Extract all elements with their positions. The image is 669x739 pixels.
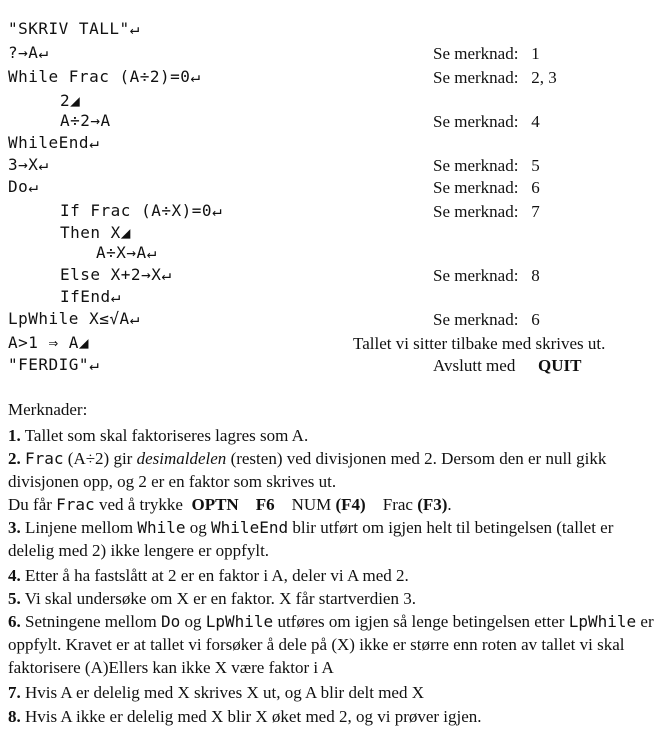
program-line: While Frac (A÷2)=0↵ bbox=[8, 67, 201, 86]
program-note: Se merknad: 8 bbox=[433, 266, 540, 285]
program-note: Avslutt med bbox=[433, 356, 516, 375]
program-line: If Frac (A÷X)=0↵ bbox=[60, 201, 223, 220]
program-note: Se merknad: 6 bbox=[433, 310, 540, 329]
program-line: WhileEnd↵ bbox=[8, 133, 100, 152]
program-line: A÷2→A bbox=[60, 111, 111, 130]
note-7: 7. Hvis A er delelig med X skrives X ut, og A blir delt med X bbox=[8, 683, 424, 702]
note-4: 4. Etter å ha fastslått at 2 er en faktor i A, deler vi A med 2. bbox=[8, 566, 409, 585]
program-note: Se merknad: 6 bbox=[433, 178, 540, 197]
program-line: "SKRIV TALL"↵ bbox=[8, 19, 140, 38]
program-line: Then X◢ bbox=[60, 223, 131, 242]
program-note: Se merknad: 4 bbox=[433, 112, 540, 131]
program-note: Tallet vi sitter tilbake med skrives ut. bbox=[353, 334, 606, 353]
program-line: A>1 ⇒ A◢ bbox=[8, 333, 90, 352]
program-note: Se merknad: 5 bbox=[433, 156, 540, 175]
program-line: 2◢ bbox=[60, 91, 81, 110]
program-note: Se merknad: 1 bbox=[433, 44, 540, 63]
note-1: 1. Tallet som skal faktoriseres lagres som A. bbox=[8, 426, 309, 445]
program-line: IfEnd↵ bbox=[60, 287, 121, 306]
quit-key-label: QUIT bbox=[538, 356, 582, 375]
program-note: Se merknad: 7 bbox=[433, 202, 540, 221]
note-3: 3. Linjene mellom While og WhileEnd blir utført om igjen helt til betingelsen (tallet er delelig med 2) ikke lengere er oppfylt. bbox=[8, 518, 614, 560]
note-8: 8. Hvis A ikke er delelig med X blir X øket med 2, og vi prøver igjen. bbox=[8, 707, 482, 726]
note-5: 5. Vi skal undersøke om X er en faktor. X får startverdien 3. bbox=[8, 589, 416, 608]
program-line: ?→A↵ bbox=[8, 43, 49, 62]
notes-heading: Merknader: bbox=[8, 400, 88, 419]
program-line: "FERDIG"↵ bbox=[8, 355, 100, 374]
program-line: LpWhile X≤√A↵ bbox=[8, 309, 140, 328]
note-2: 2. Frac (A÷2) gir desimaldelen (resten) ved divisjonen med 2. Dersom den er null gikk divisjonen opp, og 2 er en faktor som skrives ut. bbox=[8, 449, 607, 491]
program-line: A÷X→A↵ bbox=[96, 243, 157, 262]
note-6: 6. Setningene mellom Do og LpWhile utføres om igjen så lenge betingelsen etter LpWhile er oppfylt. Kravet er at tallet vi forsøker å dele på (X) ikke er større enn roten av tallet vi skal faktorisere (A)Ellers kan ikke X være faktor i A bbox=[8, 612, 654, 677]
program-line: Else X+2→X↵ bbox=[60, 265, 172, 284]
program-line: Do↵ bbox=[8, 177, 39, 196]
program-note: Se merknad: 2, 3 bbox=[433, 68, 557, 87]
note-2-keys: Du får Frac ved å trykke OPTN F6 NUM (F4) Frac (F3). bbox=[8, 495, 452, 514]
program-line: 3→X↵ bbox=[8, 155, 49, 174]
